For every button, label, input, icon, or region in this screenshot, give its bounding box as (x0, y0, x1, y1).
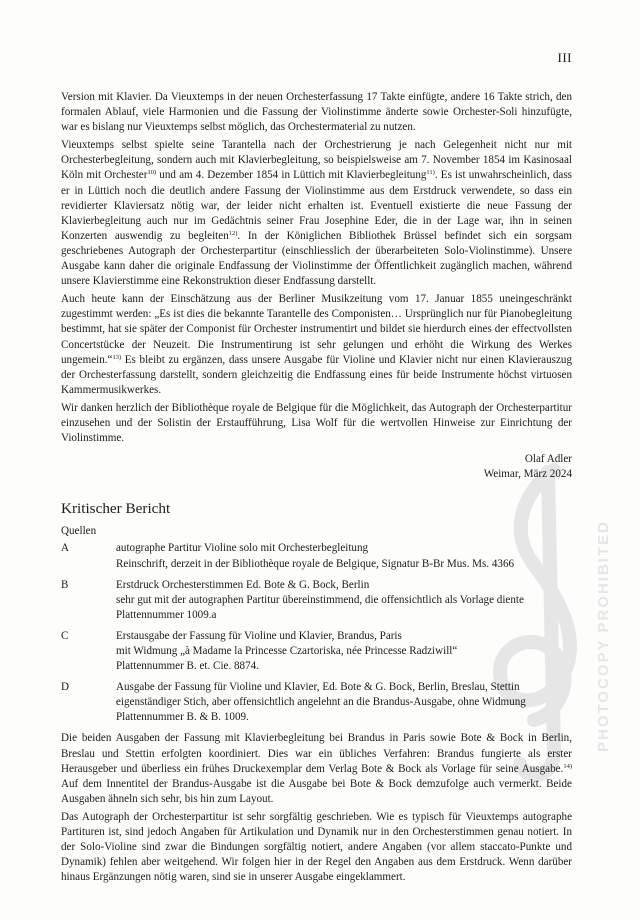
page-number: III (557, 50, 572, 65)
source-line: Plattennummer B. et. Cie. 8874. (116, 660, 259, 673)
source-line: Plattennummer B. & B. 1009. (116, 711, 249, 724)
paragraph-text: Wir danken herzlich der Bibliothèque royale de Belgique für die Möglichkeit, das Autograph der Orchesterpartitur einzusehen und der Solistin der Erstaufführung, Lisa Wolf für die wertvollen Hinweise zur Einrichtung der Violinstimme. (61, 401, 572, 445)
paragraph-text: Vieuxtemps selbst spielte seine Tarantella nach der Orchestrierung je nach Gelegenheit nicht nur mit Orchesterbegleitung, sondern auch mit Klavierbegleitung, so beispielsweise am 7. November 1854 im Kasinosaal Köln mit Orchester (61, 139, 572, 182)
source-line: mit Widmung „à Madame la Princesse Czartoriska, née Princesse Radziwill“ (116, 645, 458, 657)
paragraph-text: und am 4. Dezember 1854 in Lüttich mit Klavierbegleitung (156, 169, 427, 182)
footnote-ref: 10) (147, 169, 157, 177)
paragraph (61, 138, 572, 289)
paragraph-text: Die beiden Ausgaben der Fassung mit Klavierbegleitung bei Brandus in Paris sowie Bote & Bock in Berlin, Breslau und Stettin erfolgten koordiniert. Dies war ein übliches Verfahren: Brandus fungierte als erster Herausgeber und überliess ein frühes Druckexemplar dem Verlag Bote & Bock als Vorlage für seine Ausgabe. (61, 732, 572, 775)
source-letter: C (61, 629, 69, 642)
source-line: Reinschrift, derzeit in der Bibliothèque royale de Belgique, Signatur B-Br Mus. Ms. 4366 (116, 557, 515, 570)
paragraph (61, 731, 572, 806)
sources-heading: Quellen (61, 525, 97, 538)
source-line: Erstausgabe der Fassung für Violine und Klavier, Brandus, Paris (116, 629, 402, 642)
paragraph-text: Auf dem Innentitel der Brandus-Ausgabe ist die Ausgabe bei Bote & Bock demzufolge auch vermerkt. Beide Ausgaben ähneln sich sehr, bis hin zum Layout. (61, 777, 572, 805)
footnote-ref: 11) (426, 169, 435, 177)
footnote-ref: 13) (112, 353, 122, 361)
paragraph-text: . In der Königlichen Bibliothek Brüssel befindet sich ein sorgsam geschriebenes Autograph der Orchesterpartitur (einschliesslich der überarbeiteten Solo-Violinstimme). Unsere Ausgabe kann daher die originale Endfassung der Violinstimme der Öffentlichkeit zugänglich machen, während unsere Klavierstimme eine Rekonstruktion dieser Endfassung darstellt. (61, 229, 572, 288)
source-line: Erstdruck Orchesterstimmen Ed. Bote & G. Bock, Berlin (116, 578, 370, 591)
source-line: sehr gut mit der autographen Partitur übereinstimmend, die offensichtlich als Vorlage diente (116, 593, 524, 606)
source-entry (61, 680, 572, 725)
signature (61, 452, 572, 482)
source-letter: B (61, 578, 69, 591)
source-line: eigenständiger Stich, aber offensichtlich angelehnt an die Brandus-Ausgabe, ohne Widmung (116, 696, 526, 709)
source-description (116, 541, 572, 571)
report-section (61, 731, 572, 885)
document-body (61, 90, 572, 888)
source-line: Plattennummer 1009.a (116, 608, 217, 621)
paragraph (61, 292, 572, 398)
paragraph (61, 90, 572, 135)
source-line: Ausgabe der Fassung für Violine und Klavier, Ed. Bote & G. Bock, Berlin, Breslau, Stettin (116, 681, 520, 694)
paragraph (61, 401, 572, 446)
section-title: Kritischer Bericht (61, 500, 171, 518)
paragraph-text: Version mit Klavier. Da Vieuxtemps in der neuen Orchesterfassung 17 Takte einfügte, andere 16 Takte strich, den formalen Ablauf, viele Harmonien und die Fassung der Violinstimme änderte sowie Orchester-Soli hinzufügte, war es bislang nur Vieuxtemps selbst möglich, das Orchestermaterial zu nutzen. (61, 91, 572, 134)
intro-section (61, 90, 572, 446)
place-date: Weimar, März 2024 (483, 468, 572, 481)
watermark-text: PHOTOCOPY PROHIBITED (595, 520, 612, 752)
source-line: autographe Partitur Violine solo mit Orchesterbegleitung (116, 542, 369, 555)
source-description (116, 680, 572, 725)
source-entry (61, 629, 572, 674)
source-list (61, 541, 572, 725)
source-entry (61, 578, 572, 623)
source-letter: A (61, 542, 70, 555)
footnote-ref: 14) (563, 762, 572, 770)
author-name: Olaf Adler (524, 453, 572, 466)
paragraph-text: . Es ist unwahrscheinlich, dass er in Lüttich noch die deutlich andere Fassung der Violinstimme aus dem Erstdruck verwendete, so dass ein revidierter Klaviersatz nötig war, der leider nicht erhalten ist. Eventuell existierte die neue Fassung der Klavierbegleitung auch nur im Gedächtnis seiner Frau Josephine Eder, die in der Lage war, ihn in seinen Konzerten auswendig zu begleiten (61, 169, 572, 242)
paragraph-text: Es bleibt zu ergänzen, dass unsere Ausgabe für Violine und Klavier nicht nur einen Klavierauszug der Orchesterfassung darstellt, sondern gleichzeitig die Endfassung eines für beide Instrumente höchst virtuosen Kammermusikwerkes. (61, 353, 572, 396)
source-letter: D (61, 681, 70, 694)
paragraph-text: Auch heute kann der Einschätzung aus der Berliner Musikzeitung vom 17. Januar 1855 uneingeschränkt zugestimmt werden: „Es ist dies die bekannte Tarantelle des Componisten… Ursprünglich nur für Pianobegleitung bestimmt, hat sie später der Componist für Orchester instrumentirt und bildet sie hierdurch eines der effectvollsten Concertstücke der Neuzeit. Die Instrumentirung ist sehr gelungen und erhöht die Wirkung des Werkes ungemein.“ (61, 293, 572, 366)
source-description (116, 578, 572, 623)
source-entry (61, 541, 572, 571)
paragraph-text: Das Autograph der Orchesterpartitur ist sehr sorgfältig geschrieben. Wie es typisch für Vieuxtemps autographe Partituren ist, sind jedoch Angaben für Artikulation und Dynamik nur in den Orchesterstimmen genau notiert. In der Solo-Violine sind zwar die Bindungen sorgfältig notiert, andere Angaben (vor allem staccato-Punkte und Dynamik) fehlen aber weitgehend. Wir folgen hier in der Regel den Angaben aus dem Erstdruck. Wenn darüber hinaus Ergänzungen nötig waren, sind sie in unserer Ausgabe eingeklammert. (61, 810, 572, 884)
source-description (116, 629, 572, 674)
footnote-ref: 12) (228, 229, 238, 237)
paragraph (61, 810, 572, 885)
